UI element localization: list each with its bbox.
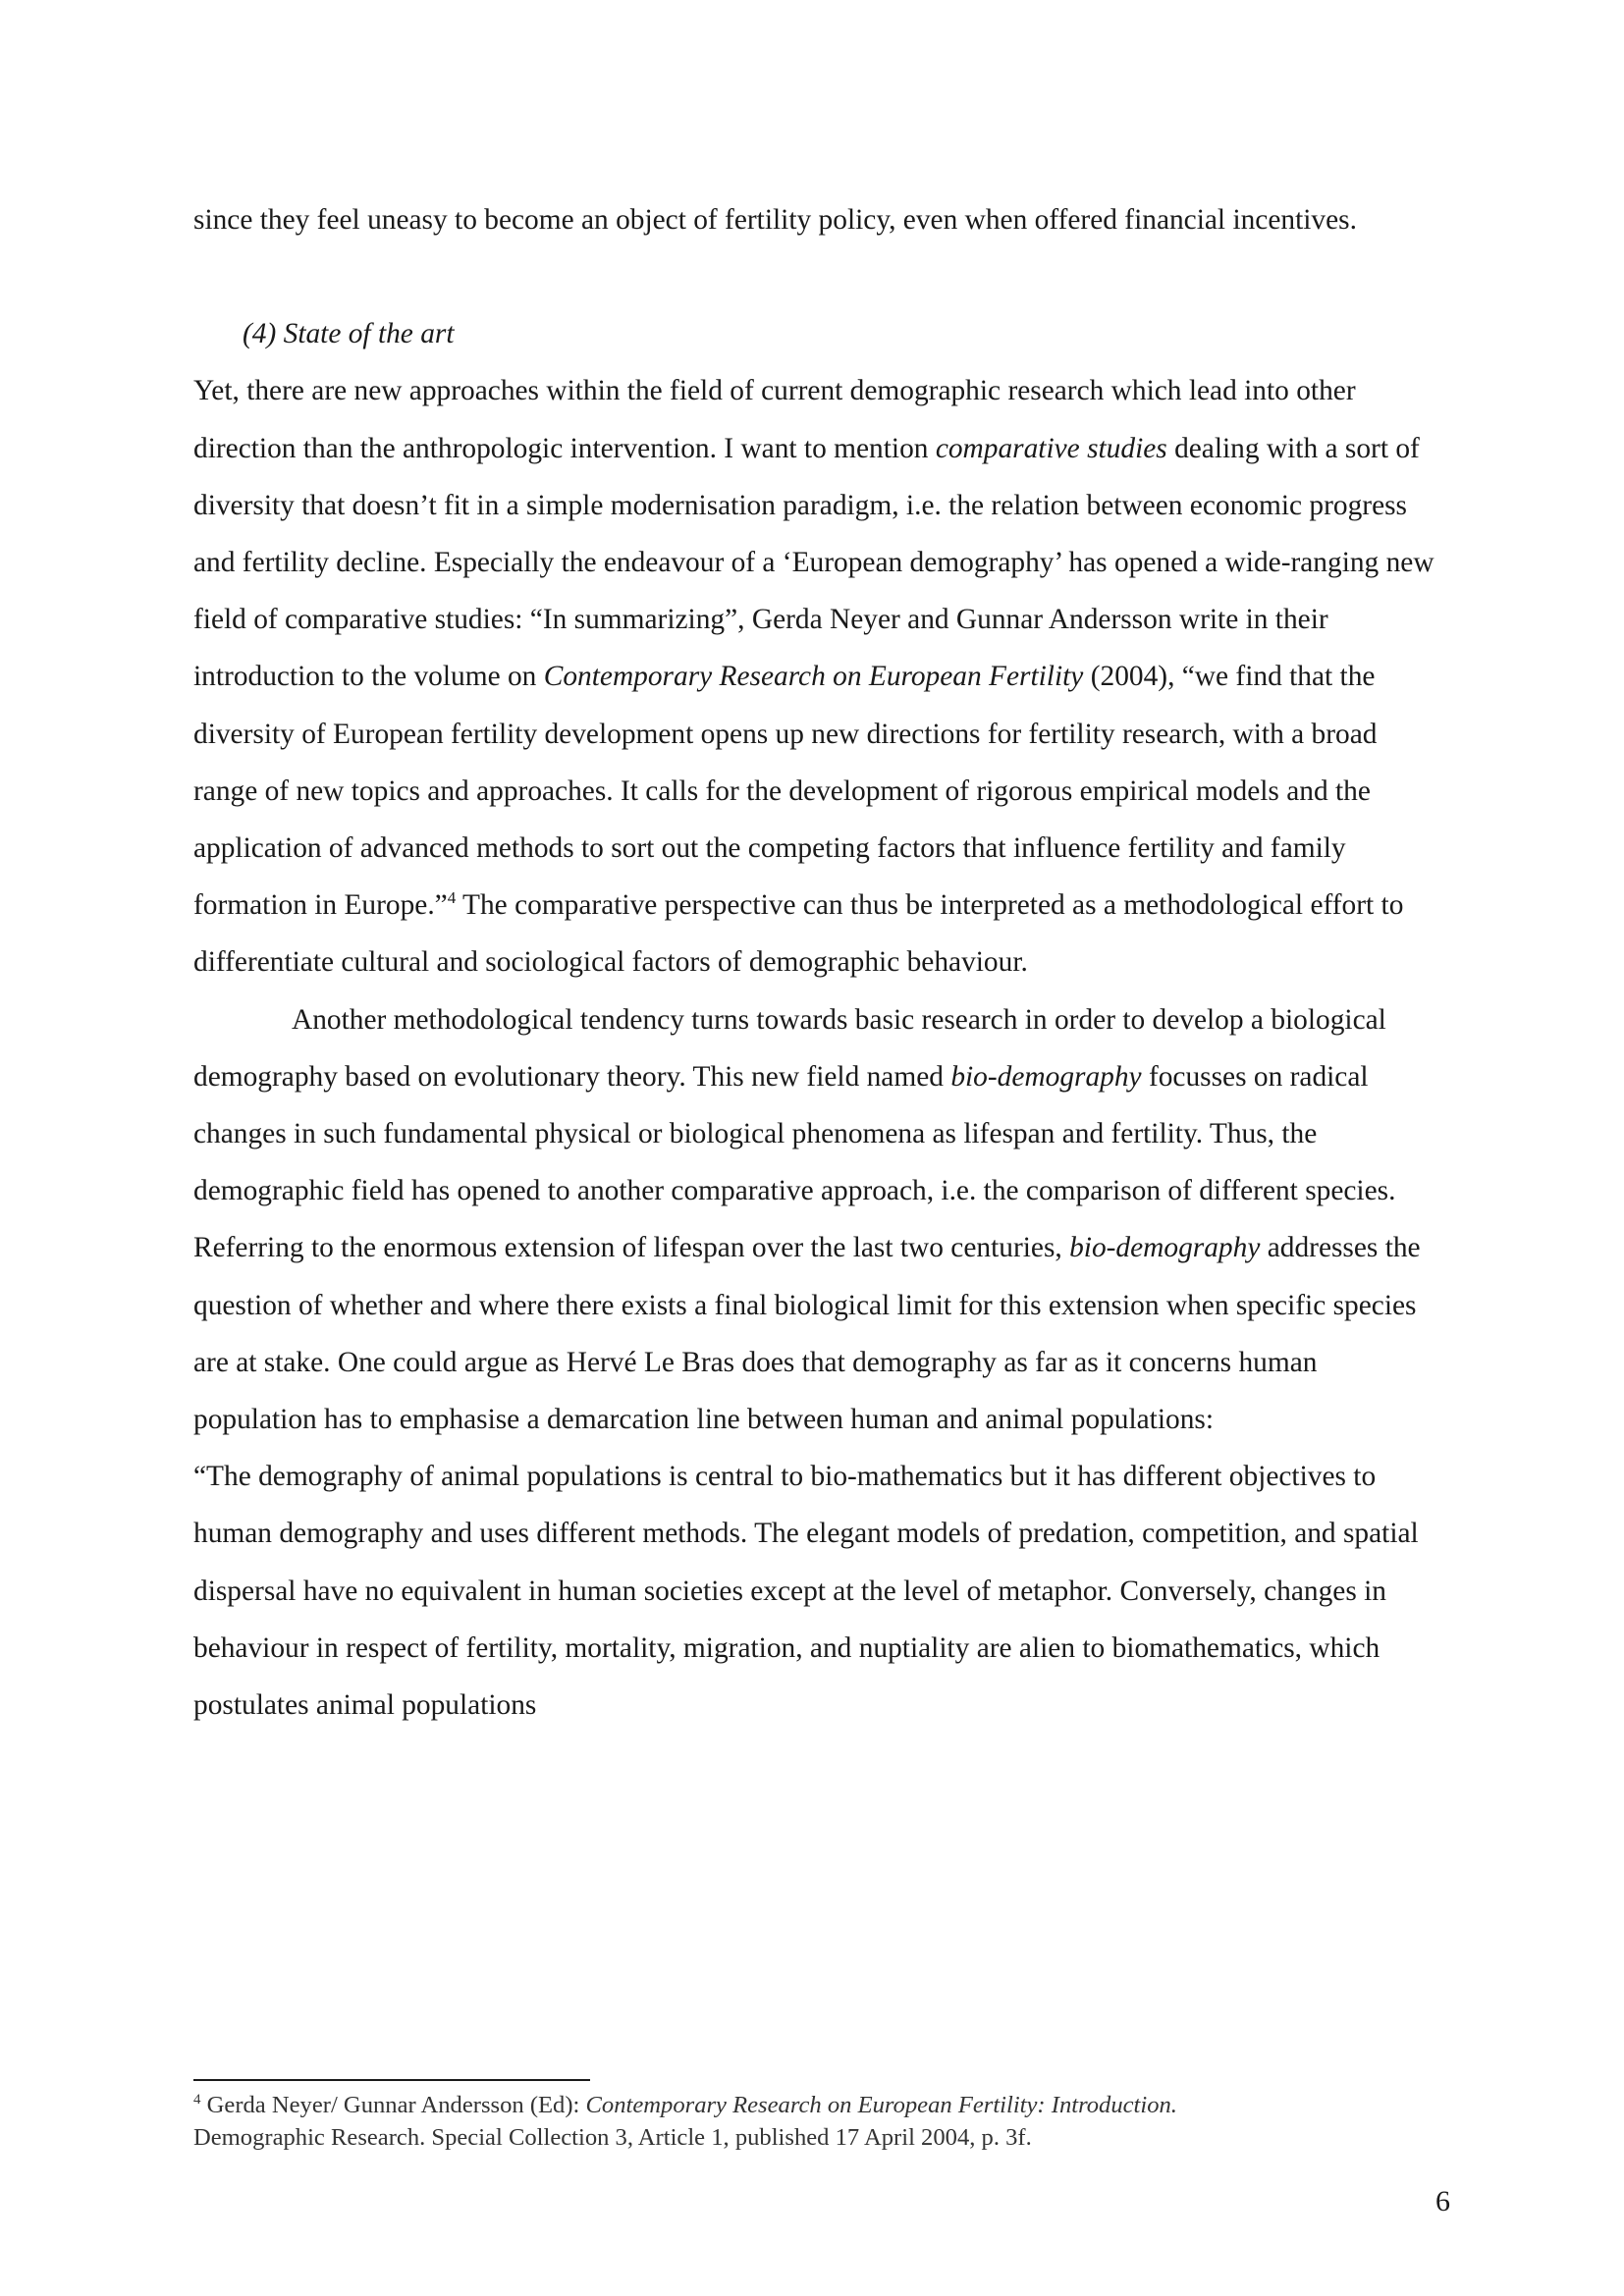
paragraph-1-text: since they feel uneasy to become an object of fertility policy, even when offered financial incentives.: [193, 204, 1357, 236]
paragraph-3-emphasis-1: bio-demography: [950, 1060, 1142, 1093]
paragraph-3-emphasis-2: bio-demography: [1069, 1232, 1261, 1264]
footnote-line-1: [193, 2091, 1442, 2123]
footnote-text-b: Demographic Research. Special Collection 3, Article 1, published 17 April 2004, p. 3f.: [193, 2124, 1032, 2151]
paragraph-2-emphasis-2: Contemporary Research on European Fertility: [543, 661, 1084, 693]
footnote-line-2: [193, 2123, 1442, 2152]
paragraph-2-emphasis-1: comparative studies: [935, 432, 1167, 464]
paragraph-2-text-b: dealing with a sort of diversity that doesn’t fit in a simple modernisation paradigm, i.e. the relation between economic progress and fertility decline. Especially the endeavour of a ‘European demography’ has opened a wide-ranging new field of comparative studies: “In summarizing”, Gerda Neyer and Gunnar Andersson write in their introduction to the volume on: [193, 432, 1435, 693]
paragraph-4-text: “The demography of animal populations is central to bio-mathematics but it has different objectives to human demography and uses different methods. The elegant models of predation, competition, and spatial dispersal have no equivalent in human societies except at the level of metaphor. Conversely, changes in behaviour in respect of fertility, mortality, migration, and nuptiality are alien to biomathematics, which postulates animal populations: [193, 1461, 1419, 1722]
paragraph-3-text-b: focusses on radical changes in such fundamental physical or biological phenomena as lifespan and fertility. Thus, the demographic field has opened to another comparative approach, i.e. the comparison of different species. Referring to the enormous extension of lifespan over the last two centuries,: [193, 1060, 1396, 1264]
footnote-emphasis: Contemporary Research on European Fertility: Introduction.: [585, 2092, 1177, 2118]
body-text: [193, 191, 1442, 1734]
section-heading-text: (4) State of the art: [243, 318, 455, 350]
paragraph-2-text-d: The comparative perspective can thus be interpreted as a methodological effort to differentiate cultural and sociological factors of demographic behaviour.: [193, 889, 1404, 979]
paragraph-3-text-a: Another methodological tendency turns towards basic research in order to develop a biological demography based on evolutionary theory. This new field named: [193, 1003, 1386, 1093]
footnote-separator: [193, 2079, 590, 2081]
paragraph-3: [193, 991, 1442, 1449]
footnote-mark: 4: [193, 2092, 201, 2108]
paragraph-2: [193, 362, 1442, 990]
paragraph-2-text-c: (2004), “we find that the diversity of European fertility development opens up new directions for fertility research, with a broad range of new topics and approaches. It calls for the development of rigorous empirical models and the application of advanced methods to sort out the competing factors that influence fertility and family formation in Europe.”: [193, 661, 1378, 922]
paragraph-3-text-c: addresses the question of whether and where there exists a final biological limit for this extension when specific species are at stake. One could argue as Hervé Le Bras does that demography as far as it concerns human population has to emphasise a demarcation line between human and animal populations:: [193, 1232, 1421, 1436]
paragraph-4-quote: [193, 1448, 1442, 1734]
section-heading: [193, 305, 1442, 362]
footnote: [193, 2091, 1442, 2152]
paragraph-1: [193, 191, 1442, 248]
page-number: 6: [1435, 2185, 1450, 2217]
footnote-text-a: Gerda Neyer/ Gunnar Andersson (Ed):: [200, 2092, 586, 2118]
paragraph-2-text-a: Yet, there are new approaches within the field of current demographic research which lead into other direction than the anthropologic intervention. I want to mention: [193, 375, 1356, 464]
footnote-reference[interactable]: 4: [447, 888, 457, 908]
